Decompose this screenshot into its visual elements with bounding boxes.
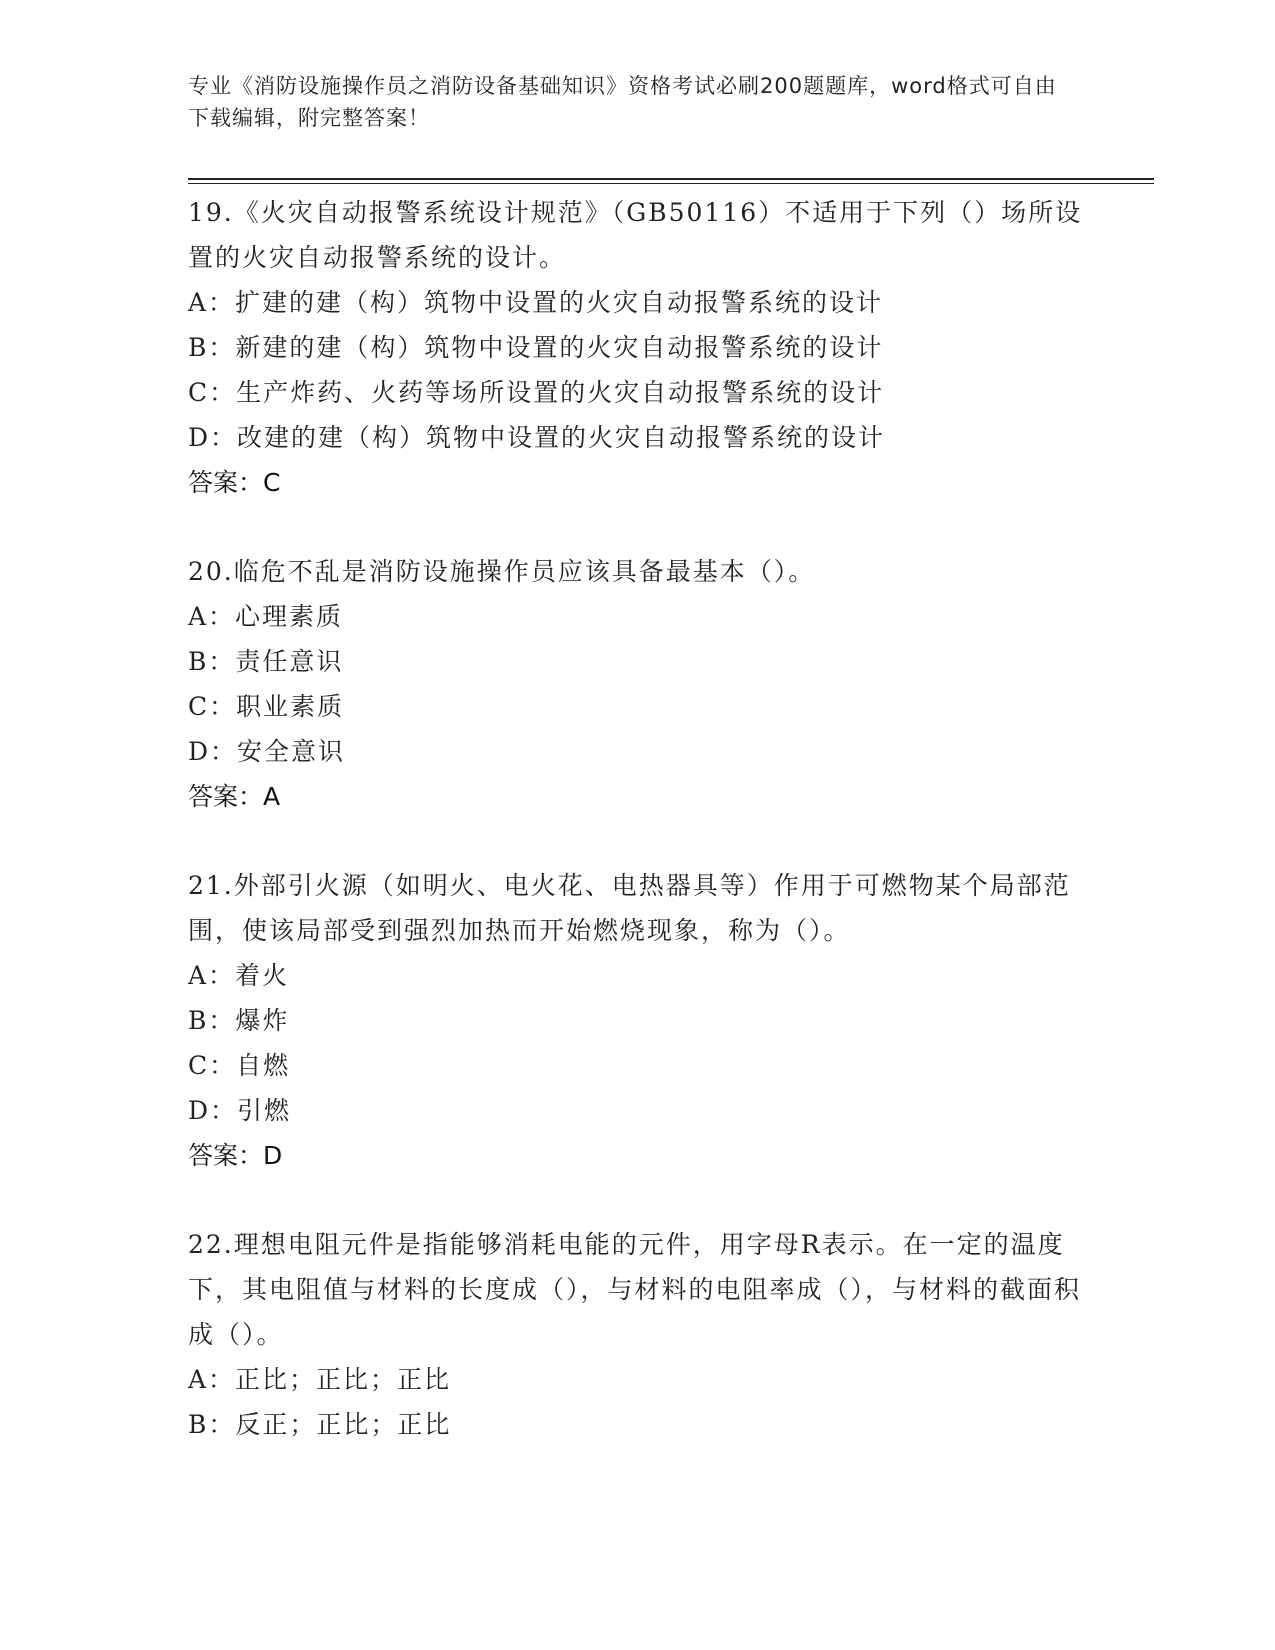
question-19 (188, 190, 1088, 505)
answer: 答案：D (188, 1141, 283, 1170)
header-rule-thin (188, 183, 1154, 184)
option-b: B：反正；正比；正比 (188, 1410, 452, 1439)
option-c: C：自燃 (188, 1051, 291, 1080)
option-c: C：职业素质 (188, 692, 345, 721)
answer: 答案：C (188, 468, 281, 497)
question-list (188, 190, 1088, 1491)
question-stem: 22.理想电阻元件是指能够消耗电能的元件，用字母R表示。在一定的温度下，其电阻值与材料的长度成（），与材料的电阻率成（），与材料的截面积成（）。 (188, 1230, 1082, 1349)
option-b: B：新建的建（构）筑物中设置的火灾自动报警系统的设计 (188, 333, 884, 362)
question-21 (188, 863, 1088, 1178)
option-d: D：安全意识 (188, 737, 346, 766)
question-stem: 19.《火灾自动报警系统设计规范》（GB50116）不适用于下列（）场所设置的火灾自动报警系统的设计。 (188, 198, 1083, 272)
option-a: A：正比；正比；正比 (188, 1365, 452, 1394)
option-b: B：责任意识 (188, 647, 344, 676)
question-stem: 20.临危不乱是消防设施操作员应该具备最基本（）。 (188, 557, 816, 586)
question-22 (188, 1222, 1088, 1447)
option-b: B：爆炸 (188, 1006, 290, 1035)
option-a: A：扩建的建（构）筑物中设置的火灾自动报警系统的设计 (188, 288, 884, 317)
question-20 (188, 549, 1088, 819)
page-header: 专业《消防设施操作员之消防设备基础知识》资格考试必刷200题题库，word格式可自由下载编辑，附完整答案！ (188, 74, 1057, 130)
option-c: C：生产炸药、火药等场所设置的火灾自动报警系统的设计 (188, 378, 885, 407)
option-d: D：改建的建（构）筑物中设置的火灾自动报警系统的设计 (188, 423, 886, 452)
option-d: D：引燃 (188, 1096, 292, 1125)
header-rule (188, 178, 1154, 180)
question-stem: 21.外部引火源（如明火、电火花、电热器具等）作用于可燃物某个局部范围，使该局部受到强烈加热而开始燃烧现象，称为（）。 (188, 871, 1071, 945)
answer: 答案：A (188, 782, 281, 811)
option-a: A：心理素质 (188, 602, 344, 631)
option-a: A：着火 (188, 961, 290, 990)
